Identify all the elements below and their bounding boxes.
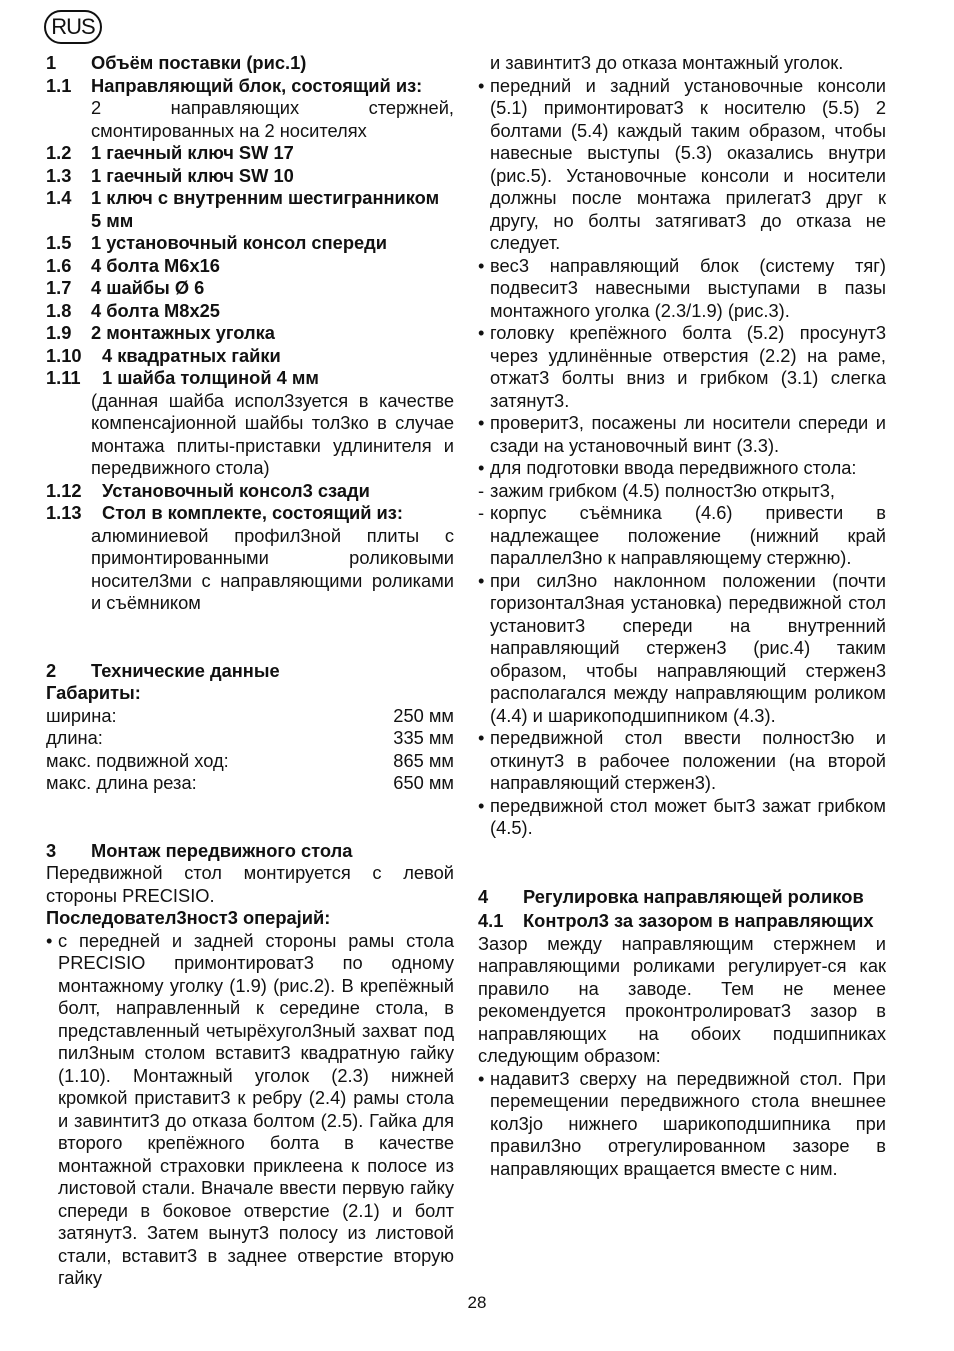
- list-item: - корпус съёмника (4.6) привести в надлежащее положение (нижний край параллел3но к направляющему стержню).: [478, 502, 886, 568]
- dash-list: [478, 480, 886, 570]
- item-number: 1.5: [46, 232, 72, 253]
- dimension-value: 250 мм: [393, 704, 454, 726]
- item-label: 1 ключ с внутренним шестигранником 5 мм: [91, 187, 440, 231]
- item-description: (данная шайба испол3зуется в качестве компенсаjионной шайбы тол3ко в случае монтажа плиты-приставки удлинителя и передвижного стола): [91, 389, 454, 478]
- item-number: 1.9: [46, 322, 72, 343]
- dimension-label: длина:: [46, 727, 103, 748]
- delivery-items-list: [46, 75, 454, 615]
- item-label: Направляющий блок, состоящий из:: [91, 74, 423, 96]
- list-item: [46, 187, 454, 232]
- item-number: 1.1: [46, 74, 72, 96]
- list-item: [46, 232, 454, 255]
- list-item: • при сил3но наклонном положении (почти горизонтал3ная установка) передвижной стол установит3 спереди на внутренний направляющий стержен3 (рис.4) таким образом, чтобы направляющий стержен3 располагался между направляющим роликом (4.4) и шарикоподшипником (4.3).: [478, 569, 886, 726]
- item-label: 4 шайбы Ø 6: [91, 277, 205, 298]
- dimensions-subtitle: Габариты:: [46, 682, 141, 703]
- list-item: [46, 322, 454, 345]
- list-item: • с передней и задней стороны рамы стола PRECISIO примонтироват3 по одному монтажному уголку (1.9) (рис.2). В крепёжный болт, направленный к середине стола, в представленный четырёхугол3ный захват под пил3ным столом вставит3 квадратную гайку (1.10). Монтажный уголок (2.3) нижней кромкой приставит3 к ребру (2.4) рамы стола и завинтит3 до отказа болтом (2.5). Гайка для второго крепёжного болта в качестве монтажной страховки приклеена к полосе из листовой стали. Вначале ввести первую гайку спереди в боковое отверстие (2.1) и болт затянут3. Затем вынут3 полосу из листовой стали, вставит3 в заднее отверстие вторую гайку: [46, 929, 454, 1288]
- item-number: 1.12: [46, 479, 82, 501]
- list-item: • передвижной стол ввести полност3ю и откинут3 в рабочее положении (на второй направляющий стержен3).: [478, 727, 886, 793]
- item-description: алюминиевой профил3ной плиты с примонтированными роликовыми носител3ми с направляющими роликами и съёмником: [91, 524, 454, 613]
- item-number: 1.10: [46, 344, 82, 366]
- dimension-label: ширина:: [46, 704, 117, 726]
- page-number: 28: [467, 1293, 487, 1312]
- list-item: • вес3 направляющий блок (систему тяг) подвесит3 навесными выступами в пазы монтажного уголка (2.3/1.9) (рис.3).: [478, 254, 886, 321]
- list-item: • передвижной стол может быт3 зажат грибком (4.5).: [478, 794, 886, 838]
- item-label: 1 установочный консол спереди: [91, 232, 387, 253]
- table-row: [46, 772, 454, 795]
- item-label: 1 шайба толщиной 4 мм: [102, 367, 319, 388]
- item-description: 2 направляющих стержней, смонтированных на 2 носителях: [91, 97, 454, 141]
- list-item: [46, 367, 454, 390]
- section-1-heading: 1 Объём поставки (рис.1): [46, 52, 307, 73]
- item-label: 1 гаечный ключ SW 10: [91, 164, 294, 186]
- section-4-1-heading: 4.1 Контрол3 за зазором в направляющих: [478, 910, 874, 931]
- list-item: • для подготовки ввода передвижного стола:: [478, 457, 857, 478]
- bullet-list-2: [478, 570, 886, 840]
- list-item: [46, 480, 454, 503]
- dimension-value: 650 мм: [393, 772, 454, 793]
- section-2-heading: 2 Технические данные: [46, 659, 280, 681]
- continuation-text: и завинтит3 до отказа монтажный уголок.: [490, 52, 844, 73]
- dimensions-table: [46, 705, 454, 795]
- item-number: 1.7: [46, 277, 72, 298]
- item-label: Стол в комплекте, состоящий из:: [102, 502, 403, 523]
- table-row: [46, 727, 454, 750]
- language-badge: RUS: [44, 10, 102, 44]
- bullet-list: [478, 75, 886, 480]
- item-number: 1.4: [46, 187, 72, 208]
- item-label: Установочный консол3 сзади: [102, 479, 370, 501]
- section-3-subtitle: Последовател3ност3 операjий:: [46, 907, 331, 928]
- item-number: 1.3: [46, 164, 72, 186]
- item-number: 1.2: [46, 142, 72, 163]
- item-label: 1 гаечный ключ SW 17: [91, 142, 294, 163]
- item-number: 1.8: [46, 299, 72, 321]
- section-4-heading: 4 Регулировка направляющей роликов: [478, 885, 864, 907]
- list-item: - зажим грибком (4.5) полност3ю открыт3,: [478, 479, 835, 501]
- dimension-value: 335 мм: [393, 727, 454, 748]
- list-item: [46, 345, 454, 368]
- list-item: • проверит3, посажены ли носители спереди и сзади на установочный винт (3.3).: [478, 412, 886, 456]
- section-4-text: Зазор между направляющим стержнем и направляющими роликами регулирует-ся как правило на заводе. Тем не менее рекомендуется проконтролироват3 зазор в направляющих на обоих подшипниках следующим образом:: [478, 932, 886, 1066]
- dimension-value: 865 мм: [393, 749, 454, 771]
- list-item: • передний и задний установочные консоли (5.1) примонтироват3 к носителю (5.5) 2 болтами (5.4) каждый таким образом, чтобы навесные выступы (5.3) оказались внутри (рис.5). Установочные консоли и носители должны после монтажа прилегат3 друг к другу, но болты затягиват3 до отказа не следует.: [478, 74, 886, 253]
- item-label: 4 болта М6х16: [91, 254, 220, 276]
- section-3-intro: Передвижной стол монтируется с левой стороны PRECISIO.: [46, 862, 454, 906]
- list-item: [46, 502, 454, 525]
- item-number: 1.13: [46, 502, 82, 523]
- table-row: [46, 750, 454, 773]
- item-number: 1.11: [46, 367, 81, 388]
- list-item: [46, 300, 454, 323]
- list-item: [46, 277, 454, 300]
- right-column: [478, 52, 886, 1180]
- item-label: 2 монтажных уголка: [91, 322, 275, 343]
- list-item: [46, 75, 454, 98]
- list-item: [46, 255, 454, 278]
- list-item: • надавит3 сверху на передвижной стол. При перемещении передвижного стола внешнее кол3jо нижнего шарикоподшипника при правил3но отрегулированном зазоре в направляющих вращается вместе с ним.: [478, 1067, 886, 1179]
- item-label: 4 квадратных гайки: [102, 344, 281, 366]
- item-label: 4 болта М8х25: [91, 299, 220, 321]
- item-number: 1.6: [46, 254, 72, 276]
- left-column: [46, 52, 454, 1290]
- list-item: • головку крепёжного болта (5.2) просунут3 через удлинённые отверстия (2.2) на раме, отжат3 болты вниз и грибком (3.1) слегка затянут3.: [478, 322, 886, 411]
- dimension-label: макс. подвижной ход:: [46, 749, 229, 771]
- table-row: [46, 705, 454, 728]
- list-item: [46, 142, 454, 165]
- list-item: [46, 165, 454, 188]
- dimension-label: макс. длина реза:: [46, 772, 197, 793]
- section-3-heading: 3 Монтаж передвижного стола: [46, 839, 353, 861]
